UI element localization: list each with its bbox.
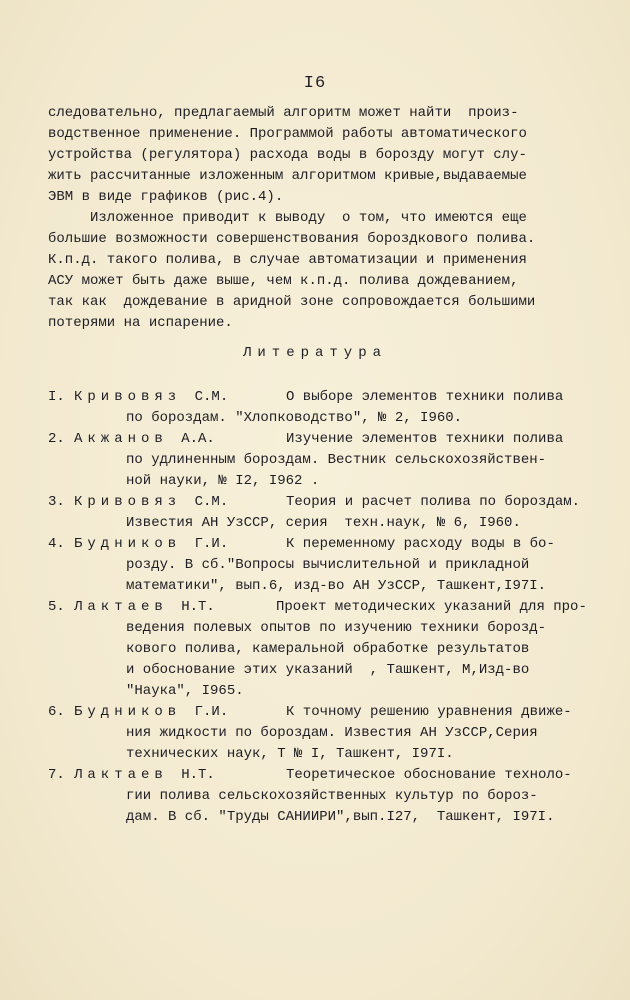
reference-author-initials: Г.И. xyxy=(194,536,229,552)
reference-author xyxy=(74,387,228,407)
reference-line: К точному решению уравнения движе- xyxy=(286,704,572,720)
reference-line: "Наука", I965. xyxy=(126,683,244,699)
reference-line: Проект методических указаний для про- xyxy=(276,599,587,615)
reference-author xyxy=(74,429,215,449)
body-line: ЭВМ в виде графиков (рис.4). xyxy=(48,189,284,205)
reference-author-name: Лактаев xyxy=(74,599,168,615)
reference-line: розду. В сб."Вопросы вычислительной и прикладной xyxy=(126,557,530,573)
reference-line: по удлиненным бороздам. Вестник сельскохозяйствен- xyxy=(126,452,547,468)
reference-number: 2. xyxy=(48,431,65,447)
reference-line: по бороздам. "Хлопководство", № 2, I960. xyxy=(126,410,463,426)
reference-author xyxy=(74,492,228,512)
reference-line: Изучение элементов техники полива xyxy=(286,431,564,447)
body-line: водственное применение. Программой работы автоматического xyxy=(48,126,527,142)
body-line: потерями на испарение. xyxy=(48,315,233,331)
reference-author-initials: С.М. xyxy=(194,494,229,510)
body-line: АСУ может быть даже выше, чем к.п.д. полива дождеванием, xyxy=(48,273,519,289)
reference-number: I. xyxy=(48,389,65,405)
reference-number: 5. xyxy=(48,599,65,615)
reference-author-initials: Н.Т. xyxy=(181,599,215,615)
reference-line: кового полива, камеральной обработке результатов xyxy=(126,641,530,657)
reference-author-name: Лактаев xyxy=(74,767,168,783)
reference-author xyxy=(74,534,228,554)
reference-line: ной науки, № I2, I962 . xyxy=(126,473,320,489)
reference-line: ния жидкости по бороздам. Известия АН УзССР,Серия xyxy=(126,725,538,741)
reference-line: и обоснование этих указаний , Ташкент, М,Изд-во xyxy=(126,662,530,678)
body-line: так как дождевание в аридной зоне сопровождается большими xyxy=(48,294,536,310)
reference-line: О выборе элементов техники полива xyxy=(286,389,564,405)
body-line: жить рассчитанные изложенным алгоритмом кривые,выдаваемые xyxy=(48,168,527,184)
body-line: Изложенное приводит к выводу о том, что имеются еще xyxy=(48,210,527,226)
body-line: устройства (регулятора) расхода воды в борозду могут слу- xyxy=(48,147,527,163)
reference-line: Теоретическое обоснование техноло- xyxy=(286,767,572,783)
reference-line: Теория и расчет полива по бороздам. xyxy=(286,494,581,510)
reference-number: 6. xyxy=(48,704,65,720)
reference-line: дам. В сб. "Труды САНИИРИ",вып.I27, Ташкент, I97I. xyxy=(126,809,555,825)
reference-author-name: Кривовяз xyxy=(74,494,182,510)
reference-author xyxy=(74,765,215,785)
reference-author xyxy=(74,702,228,722)
reference-author-name: Будников xyxy=(74,536,182,552)
reference-number: 3. xyxy=(48,494,65,510)
reference-author xyxy=(74,597,215,617)
reference-number: 4. xyxy=(48,536,65,552)
page-number: I6 xyxy=(303,74,327,93)
reference-author-initials: Г.И. xyxy=(194,704,229,720)
reference-author-initials: Н.Т. xyxy=(181,767,215,783)
reference-author-initials: А.А. xyxy=(181,431,215,447)
reference-line: технических наук, Т № I, Ташкент, I97I. xyxy=(126,746,454,762)
body-line: следовательно, предлагаемый алгоритм может найти произ- xyxy=(48,105,519,121)
reference-author-initials: С.М. xyxy=(194,389,229,405)
reference-line: математики", вып.6, изд-во АН УзССР, Ташкент,I97I. xyxy=(126,578,547,594)
references-heading: Литература xyxy=(242,345,387,361)
reference-line: Известия АН УзССР, серия техн.наук, № 6, I960. xyxy=(126,515,521,531)
reference-line: ведения полевых опытов по изучению техники борозд- xyxy=(126,620,547,636)
reference-number: 7. xyxy=(48,767,65,783)
body-line: К.п.д. такого полива, в случае автоматизации и применения xyxy=(48,252,527,268)
reference-line: гии полива сельскохозяйственных культур по бороз- xyxy=(126,788,538,804)
reference-author-name: Акжанов xyxy=(74,431,168,447)
reference-author-name: Кривовяз xyxy=(74,389,182,405)
reference-line: К переменному расходу воды в бо- xyxy=(286,536,555,552)
body-line: большие возможности совершенствования бороздкового полива. xyxy=(48,231,536,247)
reference-author-name: Будников xyxy=(74,704,182,720)
